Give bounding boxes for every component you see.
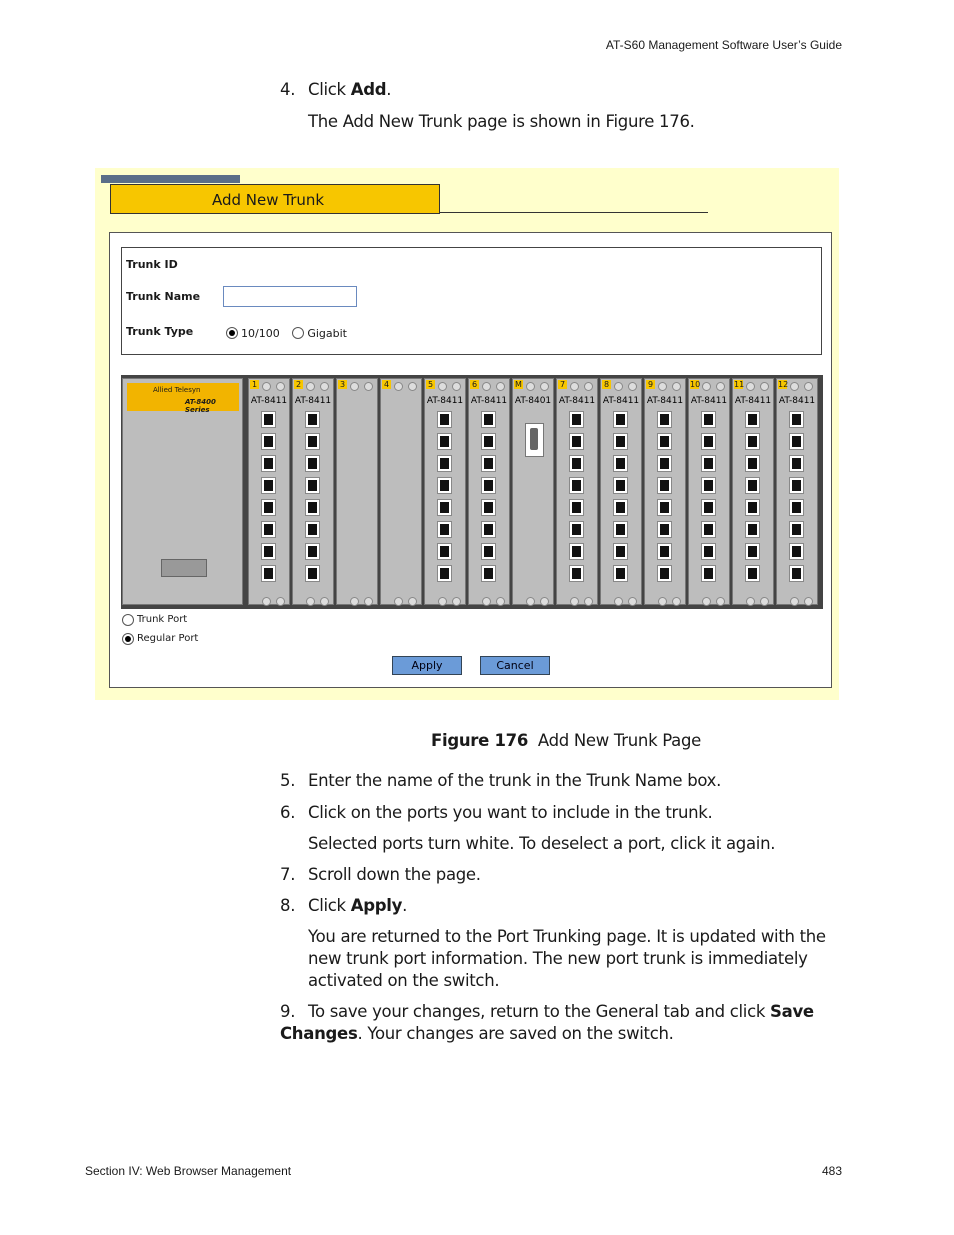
module-slot-11: [732, 378, 774, 605]
ethernet-port[interactable]: [701, 411, 716, 428]
ethernet-port[interactable]: [657, 499, 672, 516]
ethernet-port[interactable]: [613, 455, 628, 472]
ethernet-port[interactable]: [613, 543, 628, 560]
ethernet-port[interactable]: [701, 543, 716, 560]
slot-number: 10: [690, 380, 701, 389]
step-bold: Apply: [350, 896, 403, 915]
serial-port-icon: [525, 423, 544, 457]
step-number: 9.: [280, 1002, 296, 1021]
slot-number: 3: [339, 380, 346, 389]
ethernet-port[interactable]: [745, 565, 760, 582]
screw-icon: [790, 597, 799, 606]
ethernet-port[interactable]: [745, 499, 760, 516]
screw-icon: [614, 597, 623, 606]
screw-icon: [804, 597, 813, 606]
screw-icon: [628, 382, 637, 391]
ethernet-port[interactable]: [789, 455, 804, 472]
module-slot-5: [424, 378, 466, 605]
ethernet-port[interactable]: [261, 433, 276, 450]
ethernet-port[interactable]: [437, 455, 452, 472]
ethernet-port[interactable]: [305, 565, 320, 582]
screw-icon: [628, 597, 637, 606]
screw-icon: [306, 382, 315, 391]
radio-10-100[interactable]: [226, 327, 238, 339]
running-header: AT-S60 Management Software User’s Guide: [605, 38, 842, 52]
regular-port-radio[interactable]: [122, 633, 134, 645]
step-number: 5.: [280, 771, 296, 790]
screw-icon: [526, 597, 535, 606]
step-text: Enter the name of the trunk in the Trunk Name box.: [308, 771, 722, 790]
screw-icon: [702, 597, 711, 606]
title-underline: [440, 212, 708, 213]
slot-number: M: [515, 380, 522, 389]
trunk-type-options: [226, 326, 347, 340]
top-bar: [101, 175, 240, 183]
screw-icon: [320, 382, 329, 391]
module-slot-9: [644, 378, 686, 605]
screw-icon: [350, 597, 359, 606]
screw-icon: [482, 382, 491, 391]
logo-brand: Allied Telesyn: [153, 386, 201, 394]
trunk-port-radio[interactable]: [122, 614, 134, 626]
screw-icon: [540, 597, 549, 606]
switch-chassis: [121, 375, 823, 609]
ethernet-port[interactable]: [481, 477, 496, 494]
ethernet-port[interactable]: [701, 499, 716, 516]
module-name: AT-8411: [690, 396, 728, 406]
screw-icon: [262, 382, 271, 391]
ethernet-port[interactable]: [789, 543, 804, 560]
ethernet-port[interactable]: [789, 521, 804, 538]
step-text: Click on the ports you want to include in the trunk.: [308, 803, 713, 822]
step-text: To save your changes, return to the General tab and click: [308, 1002, 771, 1021]
ethernet-port[interactable]: [305, 521, 320, 538]
screw-icon: [716, 382, 725, 391]
module-slot-2: [292, 378, 334, 605]
screw-icon: [658, 597, 667, 606]
ethernet-port[interactable]: [261, 455, 276, 472]
step-8-note: You are returned to the Port Trunking page. It is updated with the new trunk port information. The new port trunk is immediately activated on the switch.: [308, 927, 826, 990]
radio-gigabit[interactable]: [292, 327, 304, 339]
ethernet-port[interactable]: [569, 565, 584, 582]
module-name: AT-8411: [734, 396, 772, 406]
step-number: 4.: [280, 80, 296, 99]
ethernet-port[interactable]: [657, 565, 672, 582]
ethernet-port[interactable]: [569, 433, 584, 450]
step-bold: Save Changes: [280, 1002, 814, 1043]
module-slot-1: [248, 378, 290, 605]
step-4: [280, 80, 391, 99]
screw-icon: [804, 382, 813, 391]
step-text: Scroll down the page.: [308, 865, 481, 884]
port-mode-legend: [122, 611, 198, 648]
screw-icon: [570, 382, 579, 391]
allied-telesyn-logo: [127, 383, 239, 414]
ethernet-port[interactable]: [745, 455, 760, 472]
screw-icon: [438, 597, 447, 606]
slot-number: 7: [559, 380, 566, 389]
regular-port-label: Regular Port: [137, 633, 199, 645]
ethernet-port[interactable]: [745, 433, 760, 450]
ethernet-port[interactable]: [657, 543, 672, 560]
ethernet-port[interactable]: [569, 499, 584, 516]
at-logo-badge-icon: [161, 559, 207, 577]
ethernet-port[interactable]: [569, 477, 584, 494]
module-slot-7: [556, 378, 598, 605]
ethernet-port[interactable]: [481, 411, 496, 428]
module-name: AT-8411: [250, 396, 288, 406]
ethernet-port[interactable]: [305, 433, 320, 450]
ethernet-port[interactable]: [701, 433, 716, 450]
ethernet-port[interactable]: [437, 565, 452, 582]
screw-icon: [746, 382, 755, 391]
screw-icon: [716, 597, 725, 606]
ethernet-port[interactable]: [261, 499, 276, 516]
screw-icon: [452, 382, 461, 391]
screw-icon: [408, 382, 417, 391]
module-name: AT-8411: [426, 396, 464, 406]
screw-icon: [452, 597, 461, 606]
logo-model: AT-8400 Series: [185, 398, 216, 414]
ethernet-port[interactable]: [701, 521, 716, 538]
screw-icon: [672, 382, 681, 391]
screw-icon: [614, 382, 623, 391]
ethernet-port[interactable]: [481, 455, 496, 472]
module-name: AT-8411: [558, 396, 596, 406]
screw-icon: [526, 382, 535, 391]
step-6: [280, 803, 713, 822]
slot-number: 9: [647, 380, 654, 389]
ethernet-port[interactable]: [261, 521, 276, 538]
cancel-button[interactable]: Cancel: [480, 656, 550, 675]
ethernet-port[interactable]: [701, 455, 716, 472]
step-number: 6.: [280, 803, 296, 822]
screw-icon: [540, 382, 549, 391]
ethernet-port[interactable]: [437, 477, 452, 494]
step-text-end: . Your changes are saved on the switch.: [357, 1024, 674, 1043]
ethernet-port[interactable]: [305, 499, 320, 516]
slot-number: 8: [603, 380, 610, 389]
ethernet-port[interactable]: [613, 565, 628, 582]
ethernet-port[interactable]: [481, 521, 496, 538]
slot-number: 6: [471, 380, 478, 389]
ethernet-port[interactable]: [481, 499, 496, 516]
ethernet-port[interactable]: [745, 477, 760, 494]
page-number: 483: [821, 1164, 842, 1178]
page-title-box: [110, 184, 440, 214]
ethernet-port[interactable]: [613, 521, 628, 538]
screw-icon: [760, 382, 769, 391]
trunk-name-input[interactable]: [223, 286, 357, 307]
module-slot-8: [600, 378, 642, 605]
radio-10-100-label: 10/100: [241, 326, 280, 340]
screw-icon: [790, 382, 799, 391]
screw-icon: [760, 597, 769, 606]
ethernet-port[interactable]: [261, 411, 276, 428]
screw-icon: [658, 382, 667, 391]
figure-caption: [431, 731, 701, 750]
ethernet-port[interactable]: [305, 543, 320, 560]
step-9: [280, 1001, 820, 1045]
step-number: 8.: [280, 896, 296, 915]
content-panel: [109, 232, 832, 688]
ethernet-port[interactable]: [745, 411, 760, 428]
screw-icon: [276, 382, 285, 391]
trunk-form: [121, 247, 822, 355]
ethernet-port[interactable]: [261, 477, 276, 494]
ethernet-port[interactable]: [657, 455, 672, 472]
ethernet-port[interactable]: [657, 521, 672, 538]
slot-number: 11: [734, 380, 745, 389]
slot-number: 4: [383, 380, 390, 389]
ethernet-port[interactable]: [613, 433, 628, 450]
trunk-id-label: Trunk ID: [126, 258, 178, 271]
ethernet-port[interactable]: [481, 433, 496, 450]
step-text: Click: [308, 80, 351, 99]
ethernet-port[interactable]: [789, 433, 804, 450]
module-name: AT-8411: [602, 396, 640, 406]
ethernet-port[interactable]: [437, 411, 452, 428]
apply-button[interactable]: Apply: [392, 656, 462, 675]
step-7: [280, 865, 481, 884]
screw-icon: [262, 597, 271, 606]
step-5: [280, 771, 721, 790]
screw-icon: [496, 382, 505, 391]
ethernet-port[interactable]: [789, 411, 804, 428]
slot-number: 12: [778, 380, 789, 389]
ethernet-port[interactable]: [657, 477, 672, 494]
ethernet-port[interactable]: [613, 499, 628, 516]
chassis-base-module: [122, 378, 243, 605]
ethernet-port[interactable]: [613, 411, 628, 428]
slot-number: 5: [427, 380, 434, 389]
screw-icon: [394, 597, 403, 606]
ethernet-port[interactable]: [481, 543, 496, 560]
ethernet-port[interactable]: [789, 499, 804, 516]
step-text-end: .: [402, 896, 408, 915]
module-slot-M: [512, 378, 554, 605]
ethernet-port[interactable]: [437, 543, 452, 560]
module-slot-12: [776, 378, 818, 605]
ethernet-port[interactable]: [437, 499, 452, 516]
screw-icon: [320, 597, 329, 606]
screw-icon: [276, 597, 285, 606]
ethernet-port[interactable]: [701, 565, 716, 582]
ethernet-port[interactable]: [437, 433, 452, 450]
step-8: [280, 896, 407, 915]
screw-icon: [394, 382, 403, 391]
module-name: AT-8401: [514, 396, 552, 406]
slot-number: 1: [251, 380, 258, 389]
ethernet-port[interactable]: [701, 477, 716, 494]
ethernet-port[interactable]: [481, 565, 496, 582]
ethernet-port[interactable]: [569, 543, 584, 560]
screw-icon: [702, 382, 711, 391]
ethernet-port[interactable]: [305, 455, 320, 472]
ethernet-port[interactable]: [305, 477, 320, 494]
ethernet-port[interactable]: [261, 565, 276, 582]
module-name: AT-8411: [470, 396, 508, 406]
screw-icon: [746, 597, 755, 606]
screw-icon: [438, 382, 447, 391]
ethernet-port[interactable]: [657, 411, 672, 428]
module-slot-6: [468, 378, 510, 605]
trunk-port-label: Trunk Port: [137, 614, 188, 626]
ethernet-port[interactable]: [437, 521, 452, 538]
step-number: 7.: [280, 865, 296, 884]
footer-section: Section IV: Web Browser Management: [85, 1164, 292, 1178]
ethernet-port[interactable]: [657, 433, 672, 450]
ethernet-port[interactable]: [569, 521, 584, 538]
trunk-name-label: Trunk Name: [126, 290, 201, 303]
screw-icon: [364, 382, 373, 391]
ethernet-port[interactable]: [261, 543, 276, 560]
module-name: AT-8411: [646, 396, 684, 406]
ethernet-port[interactable]: [569, 455, 584, 472]
ethernet-port[interactable]: [789, 477, 804, 494]
page-title: Add New Trunk: [212, 191, 325, 209]
screw-icon: [584, 382, 593, 391]
screw-icon: [496, 597, 505, 606]
module-slot-4: [380, 378, 422, 605]
slot-number: 2: [295, 380, 302, 389]
radio-gigabit-label: Gigabit: [307, 326, 347, 340]
module-slot-3: [336, 378, 378, 605]
screw-icon: [306, 597, 315, 606]
screw-icon: [584, 597, 593, 606]
ethernet-port[interactable]: [569, 411, 584, 428]
screw-icon: [482, 597, 491, 606]
module-slot-10: [688, 378, 730, 605]
step-text-end: .: [386, 80, 392, 99]
screw-icon: [672, 597, 681, 606]
ethernet-port[interactable]: [305, 411, 320, 428]
screw-icon: [570, 597, 579, 606]
ethernet-port[interactable]: [745, 521, 760, 538]
screw-icon: [364, 597, 373, 606]
caption-label: Figure 176: [431, 731, 528, 750]
step-bold: Add: [350, 80, 387, 99]
ethernet-port[interactable]: [745, 543, 760, 560]
screw-icon: [350, 382, 359, 391]
step-6-note: Selected ports turn white. To deselect a port, click it again.: [308, 834, 776, 853]
caption-text: Add New Trunk Page: [537, 731, 702, 750]
module-name: AT-8411: [294, 396, 332, 406]
screw-icon: [408, 597, 417, 606]
step-4-note: The Add New Trunk page is shown in Figure 176.: [308, 112, 695, 131]
step-text: Click: [308, 896, 351, 915]
ethernet-port[interactable]: [789, 565, 804, 582]
ethernet-port[interactable]: [613, 477, 628, 494]
trunk-type-label: Trunk Type: [126, 325, 194, 338]
figure-screenshot: [95, 168, 839, 700]
module-name: AT-8411: [778, 396, 816, 406]
